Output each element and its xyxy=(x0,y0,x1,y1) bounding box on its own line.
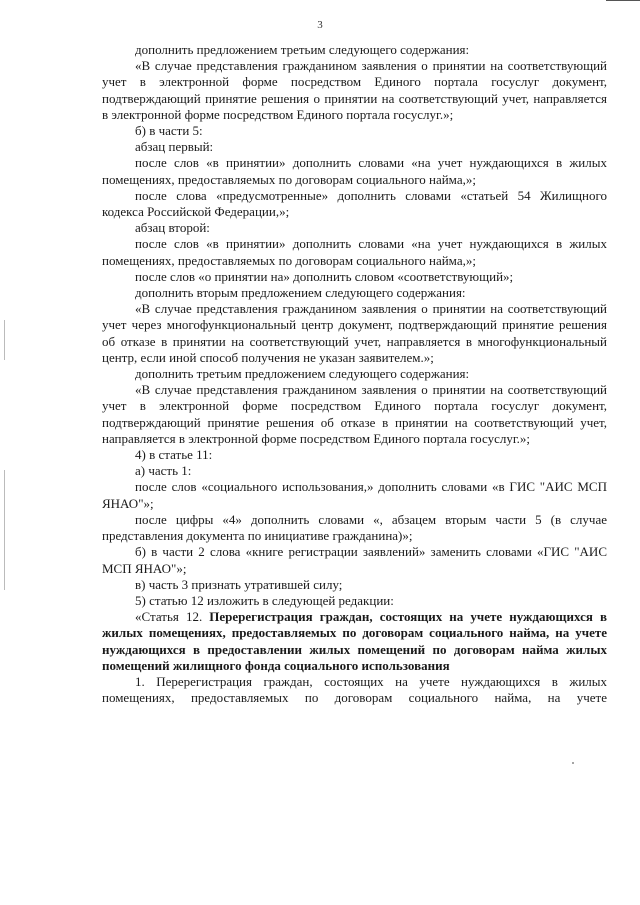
scan-margin-artifact xyxy=(4,470,5,590)
article-title: Перерегистрация граждан, состоящих на учете нуждающихся в жилых помещениях, предоставляемых по договорам социального найма, на учете нуждающихся в предоставлении жилых помещений по договорам найма жилых помещений жилищного фонда социального использования xyxy=(102,609,607,673)
article-heading xyxy=(102,609,607,674)
paragraph: б) в части 2 слова «книге регистрации заявлений» заменить словами «ГИС "АИС МСП ЯНАО"»; xyxy=(102,544,607,576)
scan-edge-mark xyxy=(606,0,640,1)
paragraph: в) часть 3 признать утратившей силу; xyxy=(135,576,343,592)
paragraph: б) в части 5: xyxy=(135,123,203,139)
paragraph: «В случае представления гражданином заявления о принятии на соответствующий учет в электронной форме посредством Единого портала госуслуг документ, подтверждающий принятие решения о принятии на соответствующий учет, направляется в электронной форме посредством Единого портала госуслуг.»; xyxy=(102,58,607,122)
paragraph: абзац первый: xyxy=(135,139,214,155)
paragraph: после цифры «4» дополнить словами «, абзацем вторым части 5 (в случае представления документа по инициативе гражданина)»; xyxy=(102,511,607,544)
paragraph: дополнить третьим предложением следующего содержания: xyxy=(135,366,470,382)
paragraph: дополнить вторым предложением следующего содержания: xyxy=(135,285,466,301)
scan-speck xyxy=(572,762,574,764)
article-prefix: «Статья 12. xyxy=(135,609,210,625)
document-body xyxy=(102,42,607,706)
paragraph: а) часть 1: xyxy=(135,463,192,479)
paragraph: «В случае представления гражданином заявления о принятии на соответствующий учет через многофункциональный центр документ, подтверждающий принятие решения об отказе в принятии на соответствующий учет, направляется в многофункциональный центр, если иной способ получения не указан заявителем.»; xyxy=(102,301,607,365)
page-number: 3 xyxy=(317,19,323,31)
paragraph: дополнить предложением третьим следующего содержания: xyxy=(135,42,470,57)
scan-margin-artifact xyxy=(4,320,5,360)
paragraph: 5) статью 12 изложить в следующей редакции: xyxy=(135,592,394,608)
paragraph: абзац второй: xyxy=(135,220,210,236)
paragraph: «В случае представления гражданином заявления о принятии на соответствующий учет в электронной форме посредством Единого портала госуслуг документ, подтверждающий принятие решения об отказе в принятии на соответствующий учет, направляется в электронной форме посредством Единого портала госуслуг.»; xyxy=(102,382,607,446)
paragraph: после слов «о принятии на» дополнить словом «соответствующий»; xyxy=(135,268,514,284)
paragraph: после слов «в принятии» дополнить словами «на учет нуждающихся в жилых помещениях, предоставляемых по договорам социального найма,»; xyxy=(102,236,607,268)
paragraph: 1. Перерегистрация граждан, состоящих на учете нуждающихся в жилых помещениях, предоставляемых по договорам социального найма, на учете xyxy=(102,673,607,706)
paragraph: 4) в статье 11: xyxy=(135,447,213,463)
paragraph: после слов «социального использования,» дополнить словами «в ГИС "АИС МСП ЯНАО"»; xyxy=(102,479,607,511)
paragraph: после слова «предусмотренные» дополнить словами «статьей 54 Жилищного кодекса Российской Федерации,»; xyxy=(102,187,607,220)
paragraph: после слов «в принятии» дополнить словами «на учет нуждающихся в жилых помещениях, предоставляемых по договорам социального найма,»; xyxy=(102,155,607,187)
